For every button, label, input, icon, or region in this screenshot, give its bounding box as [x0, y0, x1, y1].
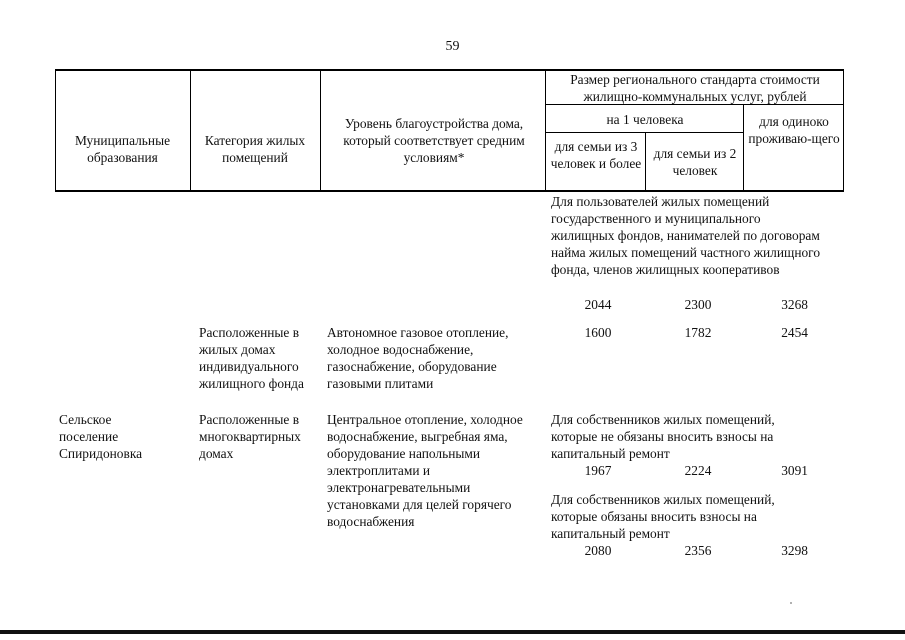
category-individual-houses: Расположенные в жилых домах индивидуального жилищного фонда: [199, 325, 304, 391]
value-cell: 2454: [781, 325, 808, 340]
note-tenants: Для пользователей жилых помещений государственного и муниципального жилищных фондов, нанимателей по договорам найма жилых помещений частного жилищного фонда, членов жилищных кооперативов: [551, 194, 821, 277]
header-category: Категория жилых помещений: [204, 133, 306, 165]
header-single: для одиноко проживаю-щего: [748, 114, 840, 146]
category-apartment-buildings: Расположенные в многоквартирных домах: [199, 412, 301, 461]
header-standard-size: Размер регионального стандарта стоимости жилищно-коммунальных услуг, рублей: [570, 72, 820, 104]
value-cell: 2224: [684, 463, 712, 478]
value-cell: 2044: [584, 297, 612, 312]
municipality-spiridonovka: Сельское поселение Спиридоновка: [59, 412, 143, 461]
header-family-3: для семьи из 3 человек и более: [550, 139, 642, 171]
note-owners-repair-fee: Для собственников жилых помещений, которые обязаны вносить взносы на капитальный ремонт: [551, 492, 775, 541]
value-cell: 1967: [584, 463, 612, 478]
value-cell: 3298: [781, 543, 808, 558]
value-cell: 1600: [584, 325, 612, 340]
header-per-person: на 1 человека: [606, 112, 684, 127]
scan-speck: [790, 602, 792, 604]
value-cell: 2300: [684, 297, 712, 312]
value-cell: 1782: [684, 325, 712, 340]
level-central-heating: Центральное отопление, холодное водоснабжение, выгребная яма, оборудование напольными электроплитами и электронагревательными установками для целей горячего водоснабжения: [327, 412, 523, 529]
page-number: 59: [445, 39, 460, 54]
header-level: Уровень благоустройства дома, который соответствует средним условиям*: [343, 116, 525, 165]
level-gas-heating: Автономное газовое отопление, холодное водоснабжение, газоснабжение, оборудование газовыми плитами: [327, 325, 509, 391]
header-family-2: для семьи из 2 человек: [653, 146, 737, 178]
value-cell: 2080: [584, 543, 612, 558]
value-cell: 2356: [684, 543, 712, 558]
scan-bottom-edge: [0, 630, 905, 634]
value-cell: 3091: [781, 463, 808, 478]
value-cell: 3268: [781, 297, 808, 312]
note-owners-no-repair-fee: Для собственников жилых помещений, которые не обязаны вносить взносы на капитальный ремонт: [551, 412, 775, 461]
header-municipality: Муниципальные образования: [74, 133, 171, 165]
